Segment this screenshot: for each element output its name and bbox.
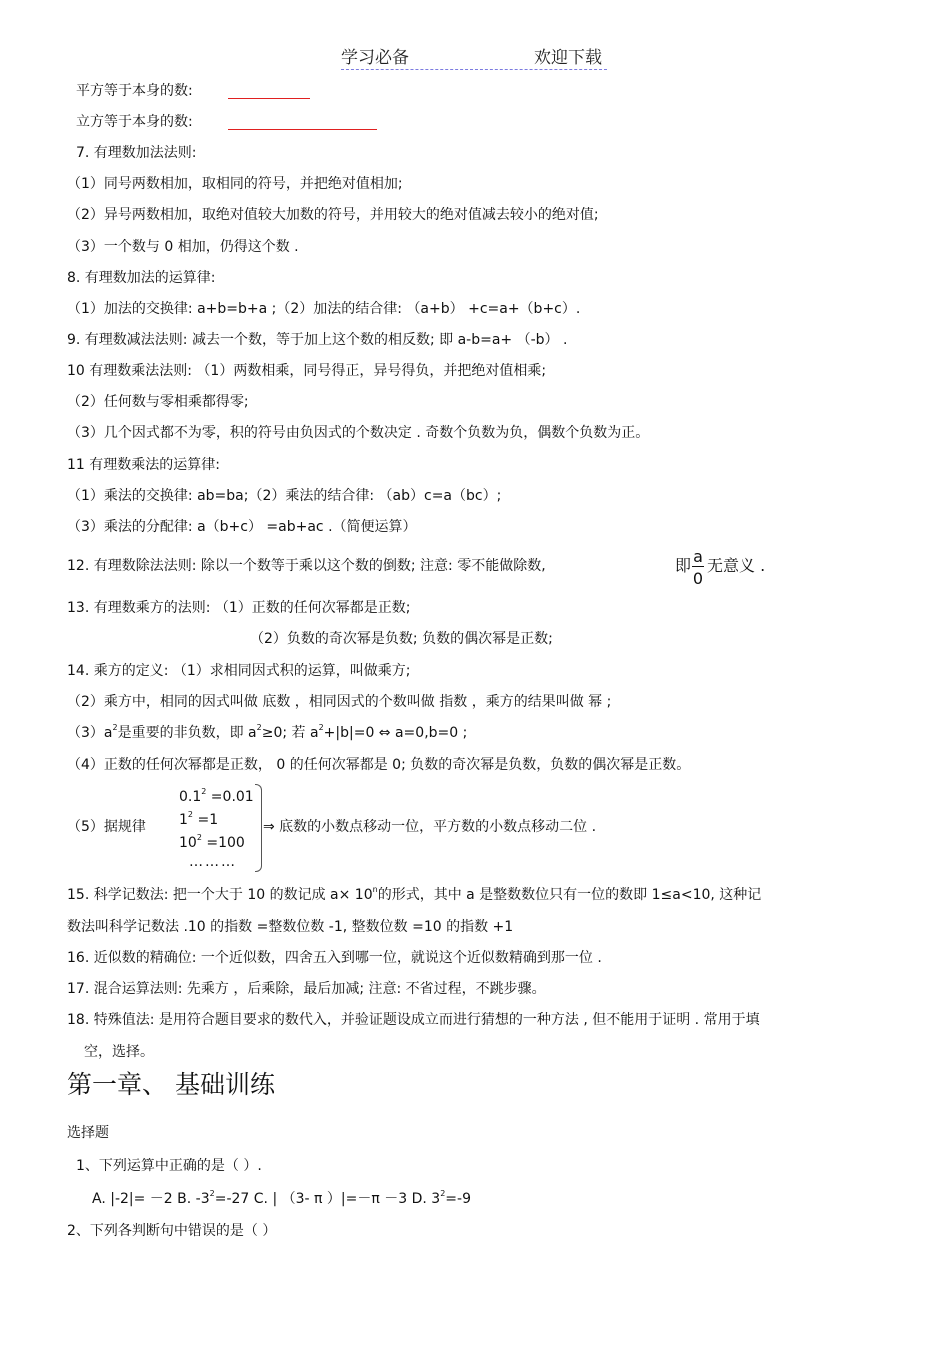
item-14-heading: 14. 乘方的定义: （1）求相同因式积的运算，叫做乘方; — [67, 663, 411, 679]
header-dashed-rule — [341, 69, 607, 70]
item-12-end: 无意义 . — [707, 556, 766, 575]
square-self-label: 平方等于本身的数: — [76, 83, 193, 99]
header-right: 欢迎下载 — [534, 48, 602, 68]
item-14-rule-4: （4）正数的任何次幂都是正数， 0 的任何次幂都是 0; 负数的奇次幂是负数，负数的偶次幂是正数。 — [67, 757, 691, 773]
item-12-ji: 即 — [675, 556, 692, 575]
pattern-ellipsis: ……… — [189, 854, 237, 870]
item-15-line-2: 数法叫科学记数法 .10 的指数 =整数位数 -1, 整数位数 =10 的指数 +1 — [67, 919, 514, 935]
item-11-distributive: （3）乘法的分配律: a（b+c） =ab+ac .（简便运算） — [67, 519, 417, 535]
question-1: 1、下列运算中正确的是（ ）. — [76, 1158, 262, 1174]
item-10-rule-3: （3）几个因式都不为零，积的符号由负因式的个数决定 . 奇数个负数为负，偶数个负数为正。 — [67, 425, 650, 441]
fraction-denominator: 0 — [692, 569, 704, 588]
item-13-rule-2: （2）负数的奇次幂是负数; 负数的偶次幂是正数; — [250, 631, 553, 647]
item-12: 12. 有理数除法法则: 除以一个数等于乘以这个数的倒数; 注意: 零不能做除数, — [67, 558, 546, 574]
item-8-heading: 8. 有理数加法的运算律: — [67, 270, 216, 286]
item-8-laws: （1）加法的交换律: a+b=b+a ;（2）加法的结合律: （a+b） +c=a+（b+c）. — [67, 301, 581, 317]
item-10-heading: 10 有理数乘法法则: （1）两数相乘，同号得正，异号得负，并把绝对值相乘; — [67, 363, 547, 379]
item-14-rule-5-label: （5）据规律 — [67, 819, 146, 835]
chapter-title: 第一章、 基础训练 — [67, 1070, 275, 1099]
item-16: 16. 近似数的精确位: 一个近似数，四舍五入到哪一位，就说这个近似数精确到那一位 . — [67, 950, 602, 966]
pattern-row-3: $10^2 =100$ — [179, 833, 245, 851]
item-18-line-1: 18. 特殊值法: 是用符合题目要求的数代入，并验证题设成立而进行猜想的一种方法 , 但不能用于证明 . 常用于填 — [67, 1012, 760, 1028]
item-14-rule-3: $(3)a^2$是重要的非负数，即 $a^2\ge 0$; 若 $a^2+|b|=0$ ⇔ a=0,b=0 ; — [67, 723, 468, 741]
right-brace — [255, 784, 262, 872]
item-14-rule-2: （2）乘方中，相同的因式叫做 底数 ，相同因式的个数叫做 指数 ，乘方的结果叫做 幂 ; — [67, 694, 612, 710]
item-18-line-2: 空，选择。 — [84, 1044, 154, 1060]
item-7-rule-3: （3）一个数与 0 相加，仍得这个数 . — [67, 239, 299, 255]
item-11-heading: 11 有理数乘法的运算律: — [67, 457, 220, 473]
item-7-rule-2: （2）异号两数相加，取绝对值较大加数的符号，并用较大的绝对值减去较小的绝对值; — [67, 207, 599, 223]
cube-self-label: 立方等于本身的数: — [76, 114, 193, 130]
item-10-rule-2: （2）任何数与零相乘都得零; — [67, 394, 249, 410]
square-self-blank — [228, 98, 310, 99]
fraction-numerator: a — [693, 547, 703, 566]
item-11-laws: （1）乘法的交换律: ab=ba;（2）乘法的结合律: （ab）c=a（bc）; — [67, 488, 502, 504]
item-7-heading: 7. 有理数加法法则: — [76, 145, 197, 161]
section-title: 选择题 — [67, 1125, 109, 1141]
pattern-row-2: $1^2 =1$ — [179, 810, 219, 828]
item-13-heading: 13. 有理数乘方的法则: （1）正数的任何次幂都是正数; — [67, 600, 411, 616]
pattern-conclusion: ⇒ 底数的小数点移动一位，平方数的小数点移动二位 . — [263, 819, 597, 835]
question-1-options: A. |-2|= －2 B. $-3^2=-27$ C. | （3- π ）|=－π －3 D. $3^2=-9$ — [92, 1189, 471, 1207]
pattern-row-1: $0.1^2 =0.01$ — [179, 787, 254, 805]
cube-self-blank — [228, 129, 377, 130]
item-15-line-1: 15. 科学记数法: 把一个大于 10 的数记成 $a\times 10^n$的形式，其中 a 是整数数位只有一位的数即 1≤a<10, 这种记 — [67, 885, 762, 903]
item-17: 17. 混合运算法则: 先乘方 ，后乘除，最后加减; 注意: 不省过程，不跳步骤。 — [67, 981, 546, 997]
question-2: 2、下列各判断句中错误的是（ ） — [67, 1223, 277, 1239]
header-left: 学习必备 — [341, 48, 409, 68]
item-9: 9. 有理数减法法则: 减去一个数，等于加上这个数的相反数; 即 a-b=a+ （-b） . — [67, 332, 568, 348]
item-7-rule-1: （1）同号两数相加，取相同的符号，并把绝对值相加; — [67, 176, 403, 192]
fraction-bar — [692, 566, 704, 567]
